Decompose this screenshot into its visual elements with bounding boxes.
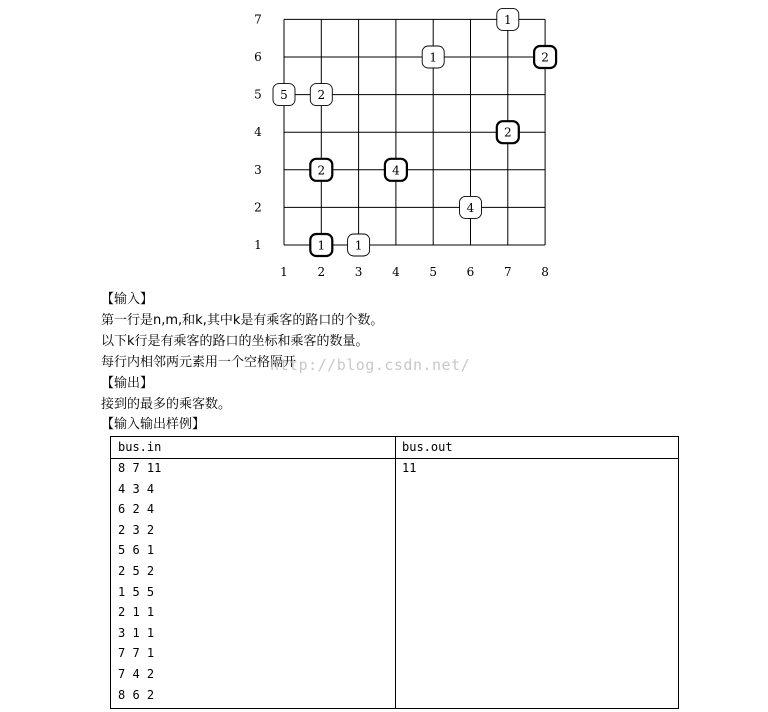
input-row: 2 3 2 [118, 522, 155, 537]
input-row: 7 4 2 [118, 667, 155, 681]
header-bus-in: bus.in [118, 440, 162, 454]
x-axis-label: 8 [541, 265, 549, 279]
input-row: 2 5 2 [118, 564, 155, 578]
output-line-1: 接到的最多的乘客数。 [101, 397, 232, 412]
input-row: 4 3 4 [118, 481, 155, 496]
input-line-1: 第一行是n,m,和k,其中k是有乘客的路口的个数。 [101, 313, 384, 328]
x-axis-label: 4 [392, 265, 400, 279]
y-axis-label: 3 [254, 162, 262, 177]
input-row: 8 6 2 [118, 687, 155, 702]
passenger-count-label: 2 [317, 163, 326, 178]
header-bus-out: bus.out [402, 440, 453, 454]
y-axis-label: 1 [254, 238, 262, 252]
x-axis-label: 3 [354, 265, 363, 279]
passenger-count-label: 1 [354, 238, 363, 253]
table-column-divider [395, 437, 396, 708]
output-row: 11 [402, 461, 417, 475]
y-axis-label: 2 [254, 200, 262, 215]
output-heading: 【输出】 [101, 376, 154, 391]
passenger-count-label: 2 [541, 50, 549, 65]
y-axis-label: 4 [254, 125, 262, 140]
passenger-count-label: 2 [317, 88, 326, 103]
input-row: 8 7 11 [118, 461, 162, 475]
x-axis-label: 1 [280, 265, 288, 279]
y-axis-label: 7 [254, 12, 262, 27]
passenger-count-label: 4 [392, 163, 400, 178]
y-axis-label: 6 [254, 50, 262, 64]
input-line-2: 以下k行是有乘客的路口的坐标和乘客的数量。 [101, 334, 369, 349]
x-axis-label: 5 [429, 265, 438, 279]
input-row: 1 5 5 [118, 584, 155, 599]
sample-table [110, 436, 679, 709]
input-row: 5 6 1 [118, 543, 155, 558]
passenger-count-label: 1 [429, 50, 438, 65]
sample-heading: 【输入输出样例】 [101, 417, 206, 432]
passenger-count-label: 4 [466, 200, 475, 215]
input-line-3: 每行内相邻两元素用一个空格隔开 [101, 355, 297, 370]
passenger-count-label: 2 [503, 125, 512, 140]
passenger-count-label: 1 [317, 238, 326, 253]
y-axis-label: 5 [254, 87, 262, 102]
input-heading: 【输入】 [101, 292, 154, 307]
grid-figure [0, 0, 768, 290]
passenger-count-label: 5 [280, 88, 288, 103]
input-row: 3 1 1 [118, 625, 155, 640]
x-axis-label: 6 [466, 265, 475, 279]
passenger-count-label: 1 [503, 12, 512, 27]
x-axis-label: 2 [317, 265, 326, 279]
watermark: http://blog.csdn.net/ [270, 356, 471, 374]
input-row: 7 7 1 [118, 646, 155, 661]
input-row: 6 2 4 [118, 502, 155, 517]
x-axis-label: 7 [503, 265, 512, 279]
input-row: 2 1 1 [118, 605, 155, 620]
